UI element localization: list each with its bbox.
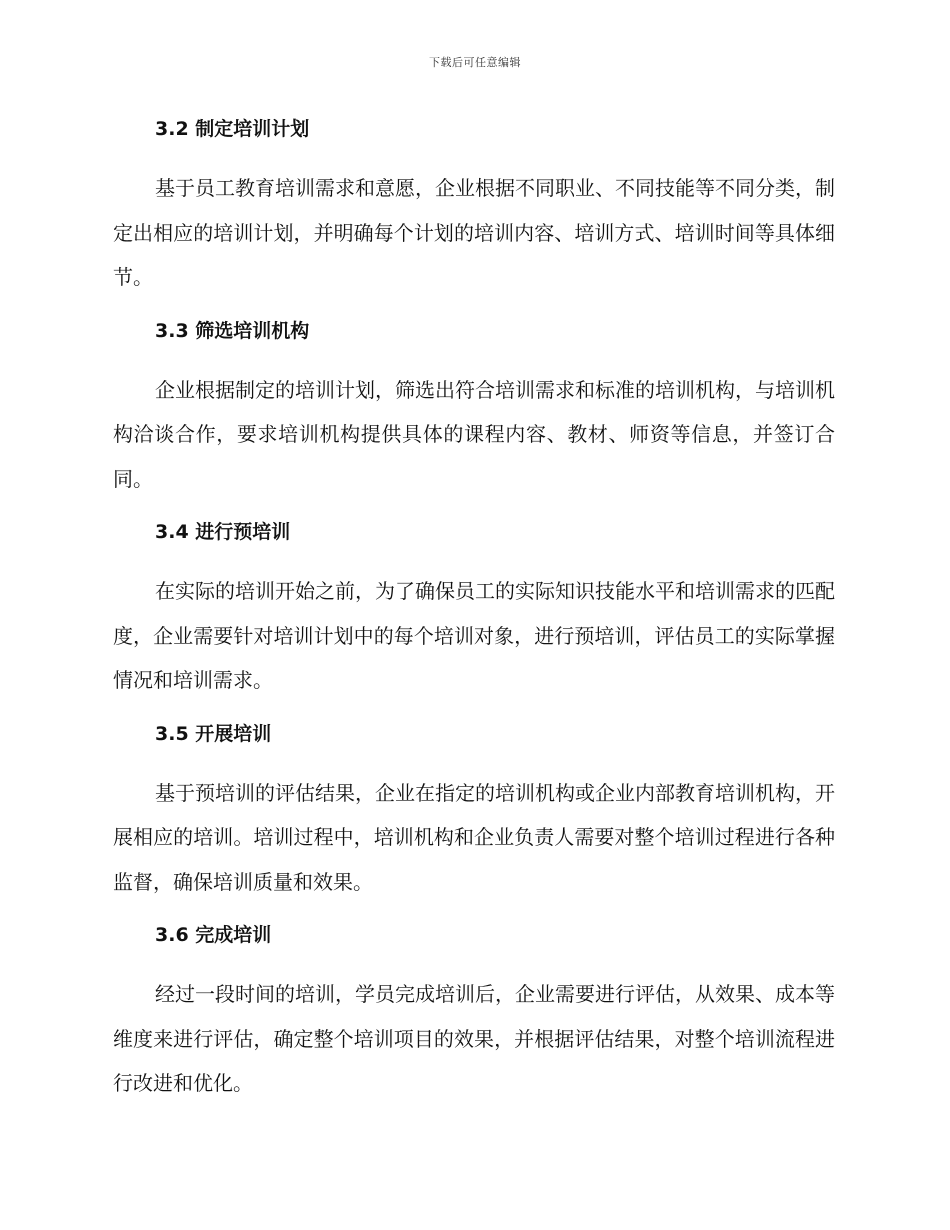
- section-paragraph: 经过一段时间的培训，学员完成培训后，企业需要进行评估，从效果、成本等维度来进行评估，确定整个培训项目的效果，并根据评估结果，对整个培训流程进行改进和优化。: [113, 982, 835, 1095]
- section-3-3: [113, 314, 835, 502]
- section-heading: 3.2 制定培训计划: [155, 118, 310, 140]
- section-3-2: [113, 112, 835, 300]
- section-paragraph: 在实际的培训开始之前，为了确保员工的实际知识技能水平和培训需求的匹配度，企业需要针对培训计划中的每个培训对象，进行预培训，评估员工的实际掌握情况和培训需求。: [113, 579, 835, 692]
- page-header: 下载后可任意编辑: [429, 56, 521, 69]
- section-paragraph: 基于员工教育培训需求和意愿，企业根据不同职业、不同技能等不同分类，制定出相应的培训计划，并明确每个计划的培训内容、培训方式、培训时间等具体细节。: [113, 176, 835, 289]
- document-body: [113, 112, 835, 1120]
- section-heading: 3.3 筛选培训机构: [155, 319, 310, 342]
- section-3-5: [113, 717, 835, 905]
- section-3-6: [113, 918, 835, 1106]
- section-paragraph: 企业根据制定的培训计划，筛选出符合培训需求和标准的培训机构，与培训机构洽谈合作，要求培训机构提供具体的课程内容、教材、师资等信息，并签订合同。: [113, 377, 835, 491]
- section-heading: 3.6 完成培训: [155, 924, 272, 946]
- section-heading: 3.5 开展培训: [155, 722, 272, 745]
- section-heading: 3.4 进行预培训: [155, 521, 291, 543]
- section-3-4: [113, 515, 835, 703]
- section-paragraph: 基于预培训的评估结果，企业在指定的培训机构或企业内部教育培训机构，开展相应的培训。培训过程中，培训机构和企业负责人需要对整个培训过程进行各种监督，确保培训质量和效果。: [113, 780, 835, 894]
